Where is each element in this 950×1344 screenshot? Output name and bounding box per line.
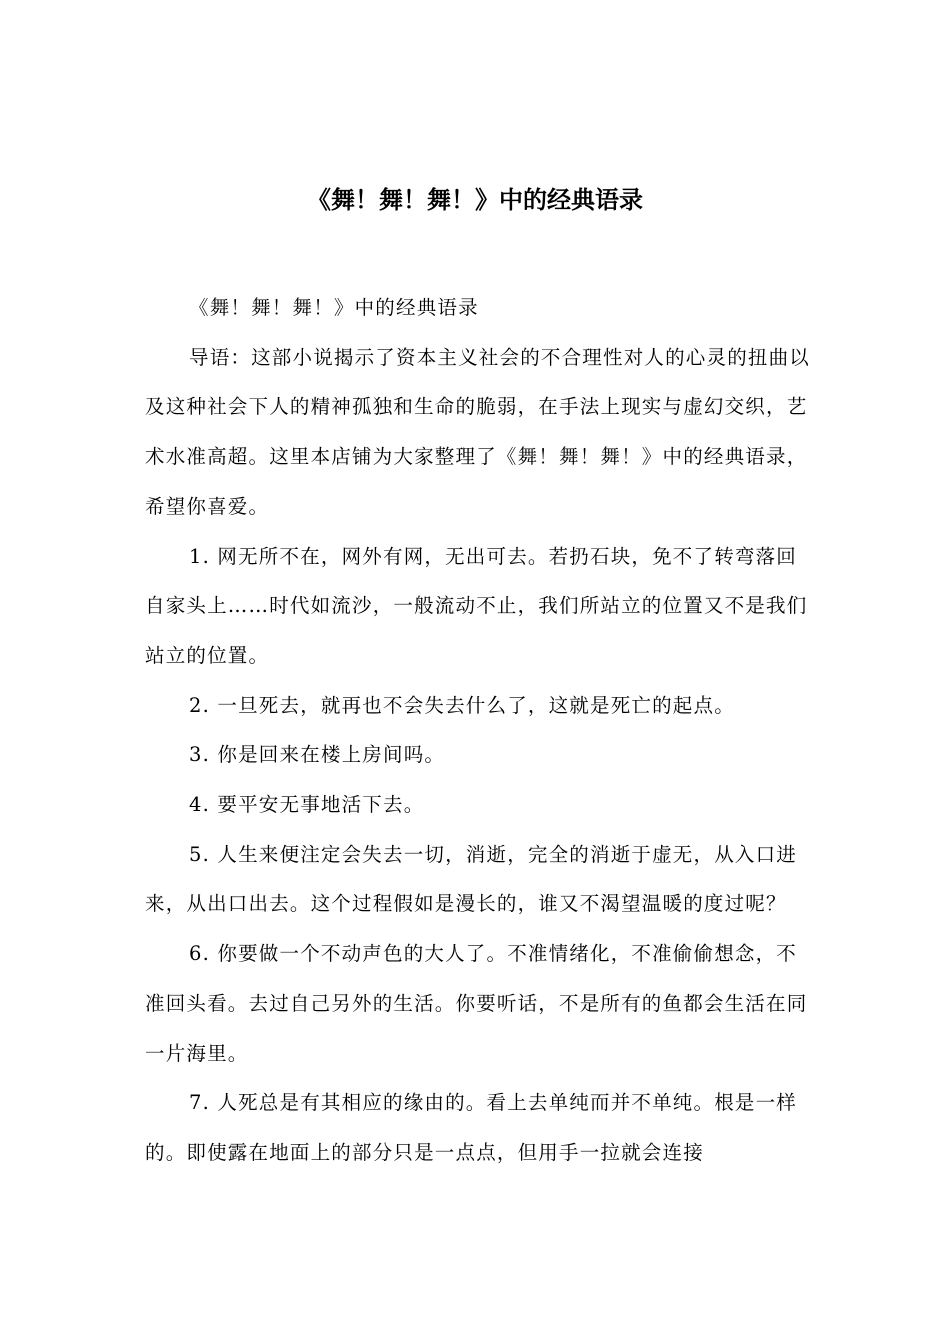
document-title: 《舞！舞！舞！》中的经典语录 — [307, 185, 643, 214]
quote-item-3: 3. 你是回来在楼上房间吗。 — [189, 743, 446, 767]
quote-item-2: 2. 一旦死去，就再也不会失去什么了，这就是死亡的起点。 — [189, 693, 735, 717]
quote-item-5: 5. 人生来便注定会失去一切，消逝，完全的消逝于虚无，从入口进来，从出口出去。这个过程假如是漫长的，谁又不渴望温暖的度过呢？ — [145, 842, 798, 916]
paragraph-intro: 导语：这部小说揭示了资本主义社会的不合理性对人的心灵的扭曲以及这种社会下人的精神孤独和生命的脆弱，在手法上现实与虚幻交织，艺术水准高超。这里本店铺为大家整理了《舞！舞！舞！》中的经典语录，希望你喜爱。 — [145, 345, 811, 518]
quote-item-4: 4. 要平安无事地活下去。 — [189, 793, 425, 817]
paragraph-heading: 《舞！舞！舞！》中的经典语录 — [189, 296, 479, 319]
quote-item-1: 1. 网无所不在，网外有网，无出可去。若扔石块，免不了转弯落回自家头上……时代如流沙，一般流动不止，我们所站立的位置又不是我们站立的位置。 — [145, 544, 808, 667]
quote-item-6: 6. 你要做一个不动声色的大人了。不准情绪化，不准偷偷想念，不准回头看。去过自己另外的生活。你要听话，不是所有的鱼都会生活在同一片海里。 — [145, 942, 808, 1065]
document-body — [145, 283, 810, 1178]
quote-item-7: 7. 人死总是有其相应的缘由的。看上去单纯而并不单纯。根是一样的。即使露在地面上的部分只是一点点，但用手一拉就会连接 — [145, 1091, 798, 1164]
